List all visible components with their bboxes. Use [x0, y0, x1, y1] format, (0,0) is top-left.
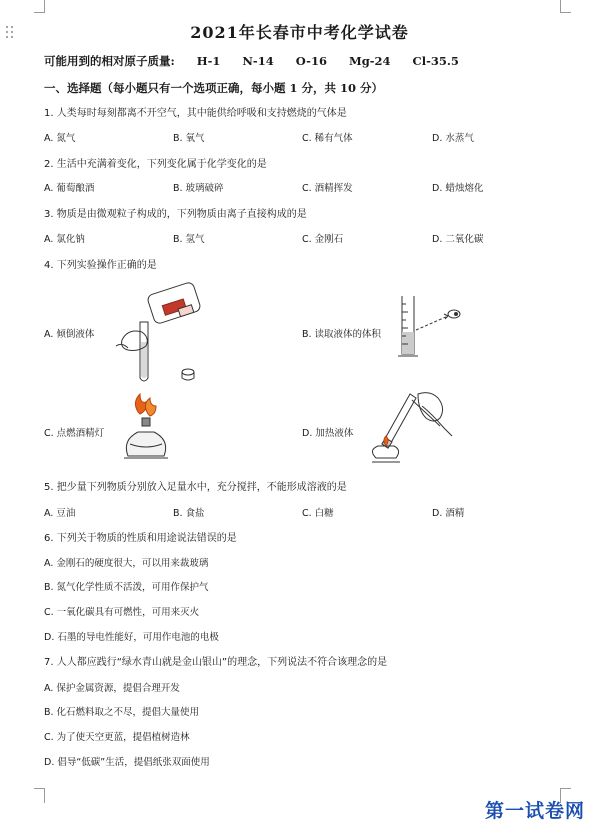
q6-option-c: C. 一氧化碳具有可燃性，可用来灭火: [44, 607, 200, 618]
heating-liquid-figure: [360, 388, 456, 470]
atomic-mass-h: H-1: [196, 54, 221, 68]
question-1-stem: 1. 人类每时每刻都离不开空气，其中能供给呼吸和支持燃烧的气体是: [44, 108, 347, 119]
q4-option-d: D. 加热液体: [302, 428, 354, 439]
q4-option-a: A. 倾倒液体: [44, 329, 95, 340]
alcohol-lamp-figure: [118, 392, 180, 462]
question-2-stem: 2. 生活中充满着变化，下列变化属于化学变化的是: [44, 159, 267, 170]
q5-option-a: A. 豆油: [44, 508, 76, 519]
question-5-stem: 5. 把少量下列物质分别放入足量水中，充分搅拌，不能形成溶液的是: [44, 482, 347, 493]
atomic-mass-n: N-14: [242, 54, 274, 68]
crop-mark-bottom-left: [34, 788, 45, 803]
q6-option-b: B. 氮气化学性质不活泼，可用作保护气: [44, 582, 209, 593]
atomic-mass-cl: Cl-35.5: [412, 54, 459, 68]
atomic-mass-mg: Mg-24: [348, 54, 391, 68]
q4-option-c: C. 点燃酒精灯: [44, 428, 105, 439]
q3-option-c: C. 金刚石: [302, 234, 344, 245]
q3-option-d: D. 二氧化碳: [432, 234, 484, 245]
q7-option-d: D. 倡导“低碳”生活，提倡纸张双面使用: [44, 757, 210, 768]
q5-option-d: D. 酒精: [432, 508, 465, 519]
q5-option-c: C. 白糖: [302, 508, 334, 519]
site-watermark-logo: 第一试卷网: [484, 800, 585, 822]
pouring-liquid-figure: [98, 282, 218, 386]
question-4-stem: 4. 下列实验操作正确的是: [44, 260, 157, 271]
atomic-masses-label: 可能用到的相对原子质量:: [44, 54, 175, 68]
q4-option-b: B. 读取液体的体积: [302, 329, 382, 340]
atomic-masses: [44, 53, 477, 69]
q3-option-b: B. 氢气: [173, 234, 205, 245]
exam-title: 2021年长春市中考化学试卷: [190, 23, 409, 42]
question-6-stem: 6. 下列关于物质的性质和用途说法错误的是: [44, 533, 237, 544]
q1-option-c: C. 稀有气体: [302, 133, 353, 144]
q2-option-b: B. 玻璃破碎: [173, 183, 224, 194]
q5-option-b: B. 食盐: [173, 508, 205, 519]
q2-option-d: D. 蜡烛熔化: [432, 183, 484, 194]
question-7-stem: 7. 人人都应践行“绿水青山就是金山银山”的理念，下列说法不符合该理念的是: [44, 657, 388, 668]
q1-option-b: B. 氧气: [173, 133, 205, 144]
crop-mark-top-left: [34, 0, 45, 13]
q7-option-c: C. 为了使天空更蓝，提倡植树造林: [44, 732, 190, 743]
q7-option-b: B. 化石燃料取之不尽，提倡大量使用: [44, 707, 200, 718]
crop-mark-top-right: [560, 0, 571, 13]
q6-option-d: D. 石墨的导电性能好，可用作电池的电极: [44, 632, 219, 643]
atomic-mass-o: O-16: [295, 54, 327, 68]
q1-option-d: D. 水蒸气: [432, 133, 474, 144]
q1-option-a: A. 氮气: [44, 133, 76, 144]
q2-option-c: C. 酒精挥发: [302, 183, 353, 194]
q6-option-a: A. 金刚石的硬度很大，可以用来裁玻璃: [44, 558, 209, 569]
q7-option-a: A. 保护金属资源，提倡合理开发: [44, 683, 180, 694]
graduated-cylinder-figure: [390, 292, 470, 362]
question-3-stem: 3. 物质是由微观粒子构成的，下列物质由离子直接构成的是: [44, 209, 307, 220]
section-heading: 一、选择题（每小题只有一个选项正确，每小题 1 分，共 10 分）: [44, 81, 384, 95]
q3-option-a: A. 氯化钠: [44, 234, 85, 245]
q2-option-a: A. 葡萄酿酒: [44, 183, 95, 194]
